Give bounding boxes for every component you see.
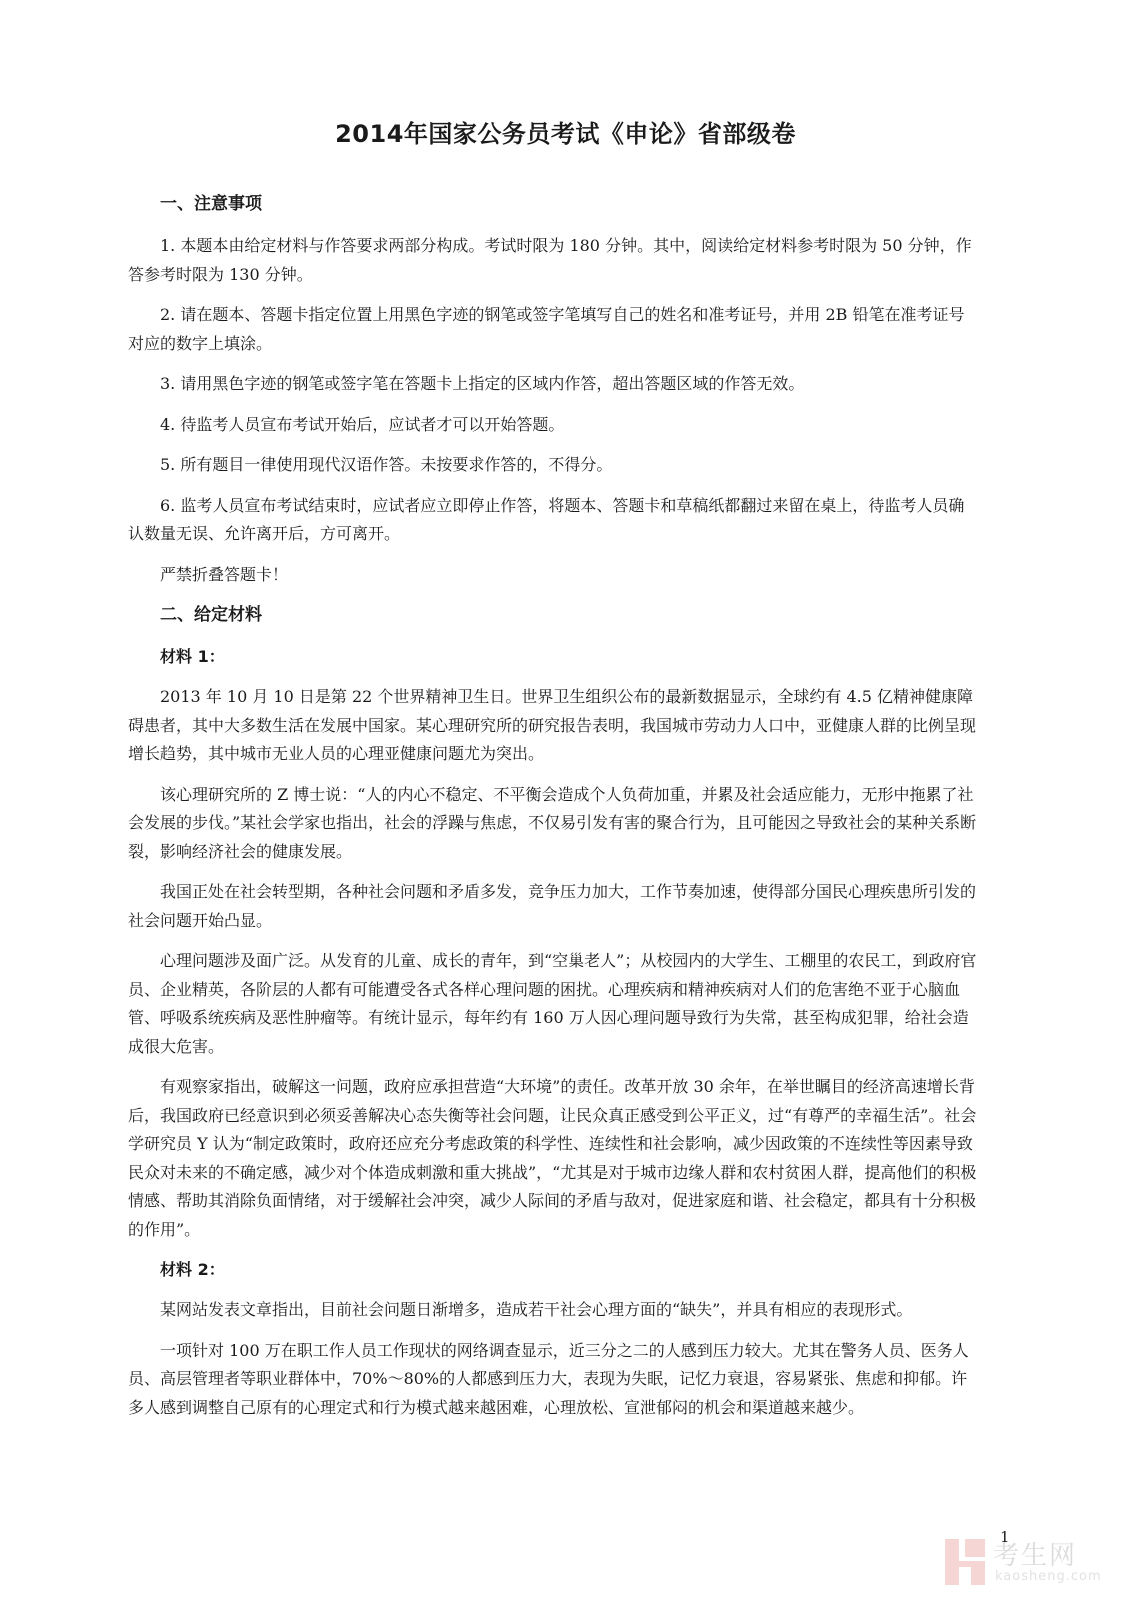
watermark (945, 1535, 1120, 1595)
paragraph: 2013 年 10 月 10 日是第 22 个世界精神卫生日。世界卫生组织公布的最新数据显示，全球约有 4.5 亿精神健康障碍患者，其中大多数生活在发展中国家。某心理研究所的研究报告表明，我国城市劳动力人口中，亚健康人群的比例呈现增长趋势，其中城市无业人员的心理亚健康问题尤为突出。 (128, 687, 977, 763)
watermark-text-cn: 考生网 (993, 1541, 1078, 1571)
notice-item: 4. 待监考人员宣布考试开始后，应试者才可以开始答题。 (160, 414, 565, 434)
notice-item: 1. 本题本由给定材料与作答要求两部分构成。考试时限为 180 分钟。其中，阅读给定材料参考时限为 50 分钟，作答参考时限为 130 分钟。 (128, 236, 972, 284)
paragraph: 心理问题涉及面广泛。从发育的儿童、成长的青年，到“空巢老人”；从校园内的大学生、工棚里的农民工，到政府官员、企业精英，各阶层的人都有可能遭受各式各样心理问题的困扰。心理疾病和精神疾病对人们的危害绝不亚于心脑血管、呼吸系统疾病及恶性肿瘤等。有统计显示，每年约有 160 万人因心理问题导致行为失常，甚至构成犯罪，给社会造成很大危害。 (128, 951, 977, 1056)
notice-item: 6. 监考人员宣布考试结束时，应试者应立即停止作答，将题本、答题卡和草稿纸都翻过来留在桌上，待监考人员确认数量无误、允许离开后，方可离开。 (128, 495, 965, 543)
paragraph: 我国正处在社会转型期，各种社会问题和矛盾多发，竞争压力加大，工作节奏加速，使得部分国民心理疾患所引发的社会问题开始凸显。 (128, 882, 977, 930)
material-2 (128, 1256, 980, 1422)
section-heading-notice: 一、注意事项 (160, 194, 262, 214)
notice-item: 2. 请在题本、答题卡指定位置上用黑色字迹的钢笔或签字笔填写自己的姓名和准考证号，并用 2B 铅笔在准考证号对应的数字上填涂。 (128, 305, 965, 353)
watermark-text-en: kaosheng.com (995, 1569, 1102, 1584)
paragraph: 有观察家指出，破解这一问题，政府应承担营造“大环境”的责任。改革开放 30 余年，在举世瞩目的经济高速增长背后，我国政府已经意识到必须妥善解决心态失衡等社会问题，让民众真正感受到公平正义，过“有尊严的幸福生活”。社会学研究员 Y 认为“制定政策时，政府还应充分考虑政策的科学性、连续性和社会影响，减少因政策的不连续性等因素导致民众对未来的不确定感，减少对个体造成刺激和重大挑战”，“尤其是对于城市边缘人群和农村贫困人群，提高他们的积极情感、帮助其消除负面情绪，对于缓解社会冲突，减少人际间的矛盾与敌对，促进家庭和谐、社会稳定，都具有十分积极的作用”。 (128, 1077, 977, 1239)
paragraph: 该心理研究所的 Z 博士说：“人的内心不稳定、不平衡会造成个人负荷加重，并累及社会适应能力，无形中拖累了社会发展的步伐。”某社会学家也指出，社会的浮躁与焦虑，不仅易引发有害的聚合行为，且可能因之导致社会的某种关系断裂，影响经济社会的健康发展。 (128, 784, 977, 861)
paragraph: 一项针对 100 万在职工作人员工作现状的网络调查显示，近三分之二的人感到压力较大。尤其在警务人员、医务人员、高层管理者等职业群体中，70%～80%的人都感到压力大，表现为失眠，记忆力衰退，容易紧张、焦虑和抑郁。许多人感到调整自己原有的心理定式和行为模式越来越困难，心理放松、宣泄郁闷的机会和渠道越来越少。 (128, 1340, 969, 1417)
paragraph: 某网站发表文章指出，目前社会问题日渐增多，造成若干社会心理方面的“缺失”，并具有相应的表现形式。 (160, 1300, 913, 1319)
notice-item: 5. 所有题目一律使用现代汉语作答。未按要求作答的，不得分。 (160, 455, 613, 474)
page-number: 1 (1000, 1528, 1010, 1546)
document-title: 2014年国家公务员考试《申论》省部级卷 (335, 120, 796, 148)
notice-item: 3. 请用黑色字迹的钢笔或签字笔在答题卡上指定的区域内作答，超出答题区域的作答无效。 (160, 374, 805, 393)
material-1 (128, 643, 980, 1244)
document-body (128, 190, 980, 1434)
section-heading-materials: 二、给定材料 (160, 605, 262, 625)
material-label: 材料 1： (160, 647, 225, 666)
material-label: 材料 2： (160, 1260, 225, 1279)
notice-list (128, 232, 980, 589)
notice-warning: 严禁折叠答题卡！ (160, 564, 289, 584)
watermark-logo-icon (945, 1539, 985, 1585)
